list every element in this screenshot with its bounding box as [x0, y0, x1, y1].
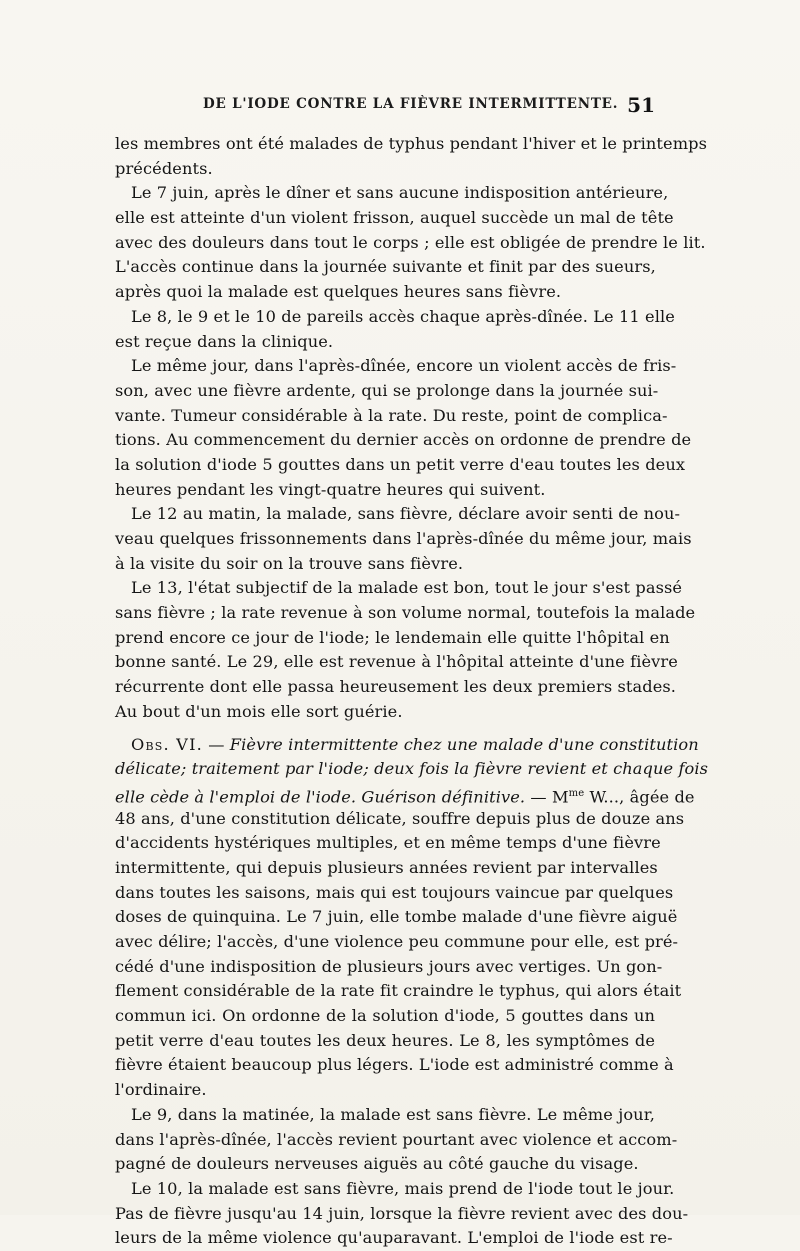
text-line: avec des douleurs dans tout le corps ; elle est obligée de prendre le lit. [115, 232, 706, 252]
text-line: d'accidents hystériques multiples, et en même temps d'une fièvre [115, 833, 661, 853]
text-line: tions. Au commencement du dernier accès on ordonne de prendre de [115, 430, 692, 450]
text-line: Le 9, dans la matinée, la malade est sans fièvre. Le même jour, [131, 1104, 655, 1124]
text-line: 48 ans, d'une constitution délicate, souffre depuis plus de douze ans [115, 808, 685, 828]
observation-dash-patient: — M [525, 787, 569, 807]
text-line: L'accès continue dans la journée suivante et finit par des sueurs, [115, 257, 656, 277]
text-line: elle est atteinte d'un violent frisson, auquel succède un mal de tête [115, 208, 674, 228]
text-line: est reçue dans la clinique. [115, 331, 334, 351]
text-line: flement considérable de la rate fit craindre le typhus, qui alors était [115, 981, 682, 1001]
observation-title-part3: elle cède à l'emploi de l'iode. Guérison définitive. [115, 787, 526, 807]
text-line: vante. Tumeur considérable à la rate. Du reste, point de complica- [115, 405, 668, 425]
page-number: 51 [627, 93, 655, 117]
text-line: doses de quinquina. Le 7 juin, elle tombe malade d'une fièvre aiguë [115, 907, 678, 927]
text-line: après quoi la malade est quelques heures sans fièvre. [115, 282, 562, 302]
text-line: son, avec une fièvre ardente, qui se prolonge dans la journée sui- [115, 380, 659, 400]
text-line: à la visite du soir on la trouve sans fièvre. [115, 553, 464, 573]
text-line: commun ici. On ordonne de la solution d'iode, 5 gouttes dans un [115, 1006, 655, 1026]
text-line: les membres ont été malades de typhus pendant l'hiver et le printemps [115, 134, 708, 153]
text-line: petit verre d'eau toutes les deux heures. Le 8, les symptômes de [115, 1030, 655, 1050]
text-line: Au bout d'un mois elle sort guérie. [115, 701, 403, 721]
observation-heading-line [115, 782, 695, 807]
text-line: l'ordinaire. [115, 1080, 207, 1100]
text-line: prend encore ce jour de l'iode; le lendemain elle quitte l'hôpital en [115, 627, 670, 647]
text-line: leurs de la même violence qu'auparavant. L'emploi de l'iode est re- [115, 1228, 673, 1248]
observation-title-part1: Fièvre intermittente chez une malade d'une constitution [229, 734, 699, 754]
text-line: Le 10, la malade est sans fièvre, mais prend de l'iode tout le jour. [131, 1178, 675, 1198]
text-line: pagné de douleurs nerveuses aiguës au côté gauche du visage. [115, 1154, 639, 1174]
text-line: dans toutes les saisons, mais qui est toujours vaincue par quelques [115, 882, 674, 902]
text-line: fièvre étaient beaucoup plus légers. L'iode est administré comme à [115, 1055, 674, 1075]
observation-label: Obs. VI. [131, 734, 204, 754]
text-line: bonne santé. Le 29, elle est revenue à l'hôpital atteinte d'une fièvre [115, 652, 678, 672]
abbrev-madame-sup: me [568, 787, 585, 799]
text-line: Le 13, l'état subjectif de la malade est bon, tout le jour s'est passé [131, 578, 683, 598]
text-line: veau quelques frissonnements dans l'après-dînée du même jour, mais [115, 529, 692, 548]
text-line: Le même jour, dans l'après-dînée, encore un violent accès de fris- [131, 356, 677, 376]
section-gap [115, 725, 655, 733]
observation-heading-line [115, 733, 699, 758]
text-line: cédé d'une indisposition de plusieurs jours avec vertiges. Un gon- [115, 956, 663, 976]
page-body [115, 132, 709, 1251]
text-line: la solution d'iode 5 gouttes dans un petit verre d'eau toutes les deux [115, 454, 686, 474]
text-line: récurrente dont elle passa heureusement les deux premiers stades. [115, 677, 677, 697]
text-line: intermittente, qui depuis plusieurs années revient par intervalles [115, 857, 658, 877]
observation-patient: W..., âgée de [584, 787, 695, 807]
page-header [115, 93, 655, 126]
text-line: heures pendant les vingt-quatre heures qui suivent. [115, 479, 546, 499]
text-line: Pas de fièvre jusqu'au 14 juin, lorsque la fièvre revient avec des dou- [115, 1203, 689, 1223]
observation-title-line: délicate; traitement par l'iode; deux fois la fièvre revient et chaque fois [115, 759, 709, 779]
text-line: dans l'après-dînée, l'accès revient pourtant avec violence et accom- [115, 1129, 678, 1149]
text-line: avec délire; l'accès, d'une violence peu commune pour elle, est pré- [115, 932, 679, 951]
text-line: Le 7 juin, après le dîner et sans aucune indisposition antérieure, [131, 183, 669, 203]
observation-dash: — [203, 734, 230, 754]
text-line: Le 8, le 9 et le 10 de pareils accès chaque après-dînée. Le 11 elle [131, 306, 675, 326]
text-line: précédents. [115, 158, 213, 178]
text-line: Le 12 au matin, la malade, sans fièvre, déclare avoir senti de nou- [131, 504, 681, 524]
text-line: sans fièvre ; la rate revenue à son volume normal, toutefois la malade [115, 603, 696, 623]
running-title: DE L'IODE CONTRE LA FIÈVRE INTERMITTENTE. [203, 96, 619, 112]
